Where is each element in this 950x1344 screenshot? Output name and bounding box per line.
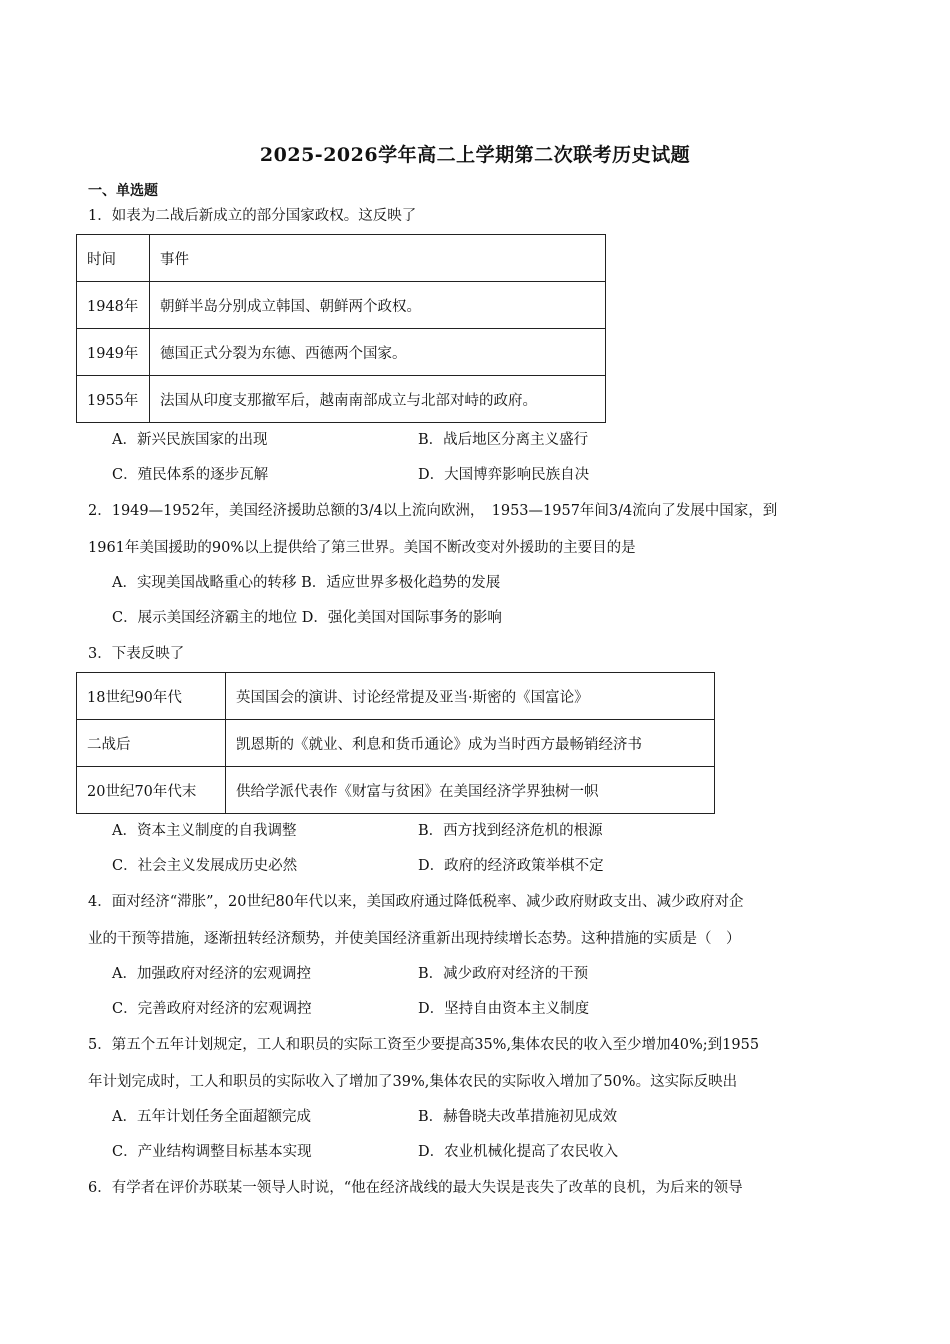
table-row <box>77 329 606 376</box>
q1-table <box>76 234 606 423</box>
q5-option-d: D．农业机械化提高了农民收入 <box>418 1144 619 1160</box>
q4-option-a: A．加强政府对经济的宏观调控 <box>112 966 311 982</box>
q1-option-b: B．战后地区分离主义盛行 <box>418 432 589 448</box>
q2-stem-line2: 1961年美国援助的90%以上提供给了第三世界。美国不断改变对外援助的主要目的是 <box>88 540 636 556</box>
page-title: 2025-2026学年高二上学期第二次联考历史试题 <box>259 144 691 166</box>
table-cell: 1955年 <box>77 376 150 423</box>
table-row <box>77 282 606 329</box>
q4-stem-line1: 4．面对经济“滞胀”，20世纪80年代以来，美国政府通过降低税率、减少政府财政支出、减少政府对企 <box>88 894 744 910</box>
q1-option-c: C．殖民体系的逐步瓦解 <box>112 467 269 483</box>
q2-options-ab: A．实现美国战略重心的转移 B．适应世界多极化趋势的发展 <box>112 575 501 591</box>
q2-stem-line1: 2．1949—1952年，美国经济援助总额的3/4以上流向欧洲， 1953—1957年间3/4流向了发展中国家，到 <box>88 503 778 519</box>
table-cell: 法国从印度支那撤军后，越南南部成立与北部对峙的政府。 <box>150 376 606 423</box>
table-row <box>77 376 606 423</box>
table-row <box>77 673 715 720</box>
q3-option-c: C．社会主义发展成历史必然 <box>112 858 298 874</box>
table-row <box>77 720 715 767</box>
table-cell: 二战后 <box>77 720 226 767</box>
q4-option-d: D．坚持自由资本主义制度 <box>418 1001 590 1017</box>
table-cell: 朝鲜半岛分别成立韩国、朝鲜两个政权。 <box>150 282 606 329</box>
q1-option-a: A．新兴民族国家的出现 <box>112 432 268 448</box>
table-cell: 20世纪70年代末 <box>77 767 226 814</box>
q2-options-cd: C．展示美国经济霸主的地位 D．强化美国对国际事务的影响 <box>112 610 502 626</box>
table-cell: 1948年 <box>77 282 150 329</box>
q5-option-b: B．赫鲁晓夫改革措施初见成效 <box>418 1109 618 1125</box>
q1-option-d: D．大国博弈影响民族自决 <box>418 467 590 483</box>
table-cell: 事件 <box>150 235 606 282</box>
q5-option-a: A．五年计划任务全面超额完成 <box>112 1109 311 1125</box>
table-cell: 德国正式分裂为东德、西德两个国家。 <box>150 329 606 376</box>
q5-stem-line2: 年计划完成时，工人和职员的实际收入了增加了39%,集体农民的实际收入增加了50%。这实际反映出 <box>88 1074 738 1090</box>
q3-option-b: B．西方找到经济危机的根源 <box>418 823 603 839</box>
q3-stem: 3．下表反映了 <box>88 646 185 662</box>
table-row <box>77 235 606 282</box>
table-cell: 英国国会的演讲、讨论经常提及亚当·斯密的《国富论》 <box>226 673 715 720</box>
q4-option-b: B．减少政府对经济的干预 <box>418 966 589 982</box>
table-row <box>77 767 715 814</box>
q5-stem-line1: 5．第五个五年计划规定，工人和职员的实际工资至少要提高35%,集体农民的收入至少增加40%;到1955 <box>88 1037 760 1053</box>
table-cell: 1949年 <box>77 329 150 376</box>
q3-option-a: A．资本主义制度的自我调整 <box>112 823 297 839</box>
table-cell: 凯恩斯的《就业、利息和货币通论》成为当时西方最畅销经济书 <box>226 720 715 767</box>
q3-table <box>76 672 715 814</box>
q3-option-d: D．政府的经济政策举棋不定 <box>418 858 604 874</box>
table-cell: 供给学派代表作《财富与贫困》在美国经济学界独树一帜 <box>226 767 715 814</box>
q1-stem: 1．如表为二战后新成立的部分国家政权。这反映了 <box>88 208 417 224</box>
section-heading: 一、单选题 <box>88 183 158 199</box>
q4-stem-line2: 业的干预等措施，逐渐扭转经济颓势，并使美国经济重新出现持续增长态势。这种措施的实质是（ ） <box>88 931 741 947</box>
table-cell: 时间 <box>77 235 150 282</box>
table-cell: 18世纪90年代 <box>77 673 226 720</box>
q5-option-c: C．产业结构调整目标基本实现 <box>112 1144 312 1160</box>
q6-stem-line1: 6．有学者在评价苏联某一领导人时说，“他在经济战线的最大失误是丧失了改革的良机，为后来的领导 <box>88 1180 743 1196</box>
q4-option-c: C．完善政府对经济的宏观调控 <box>112 1001 312 1017</box>
